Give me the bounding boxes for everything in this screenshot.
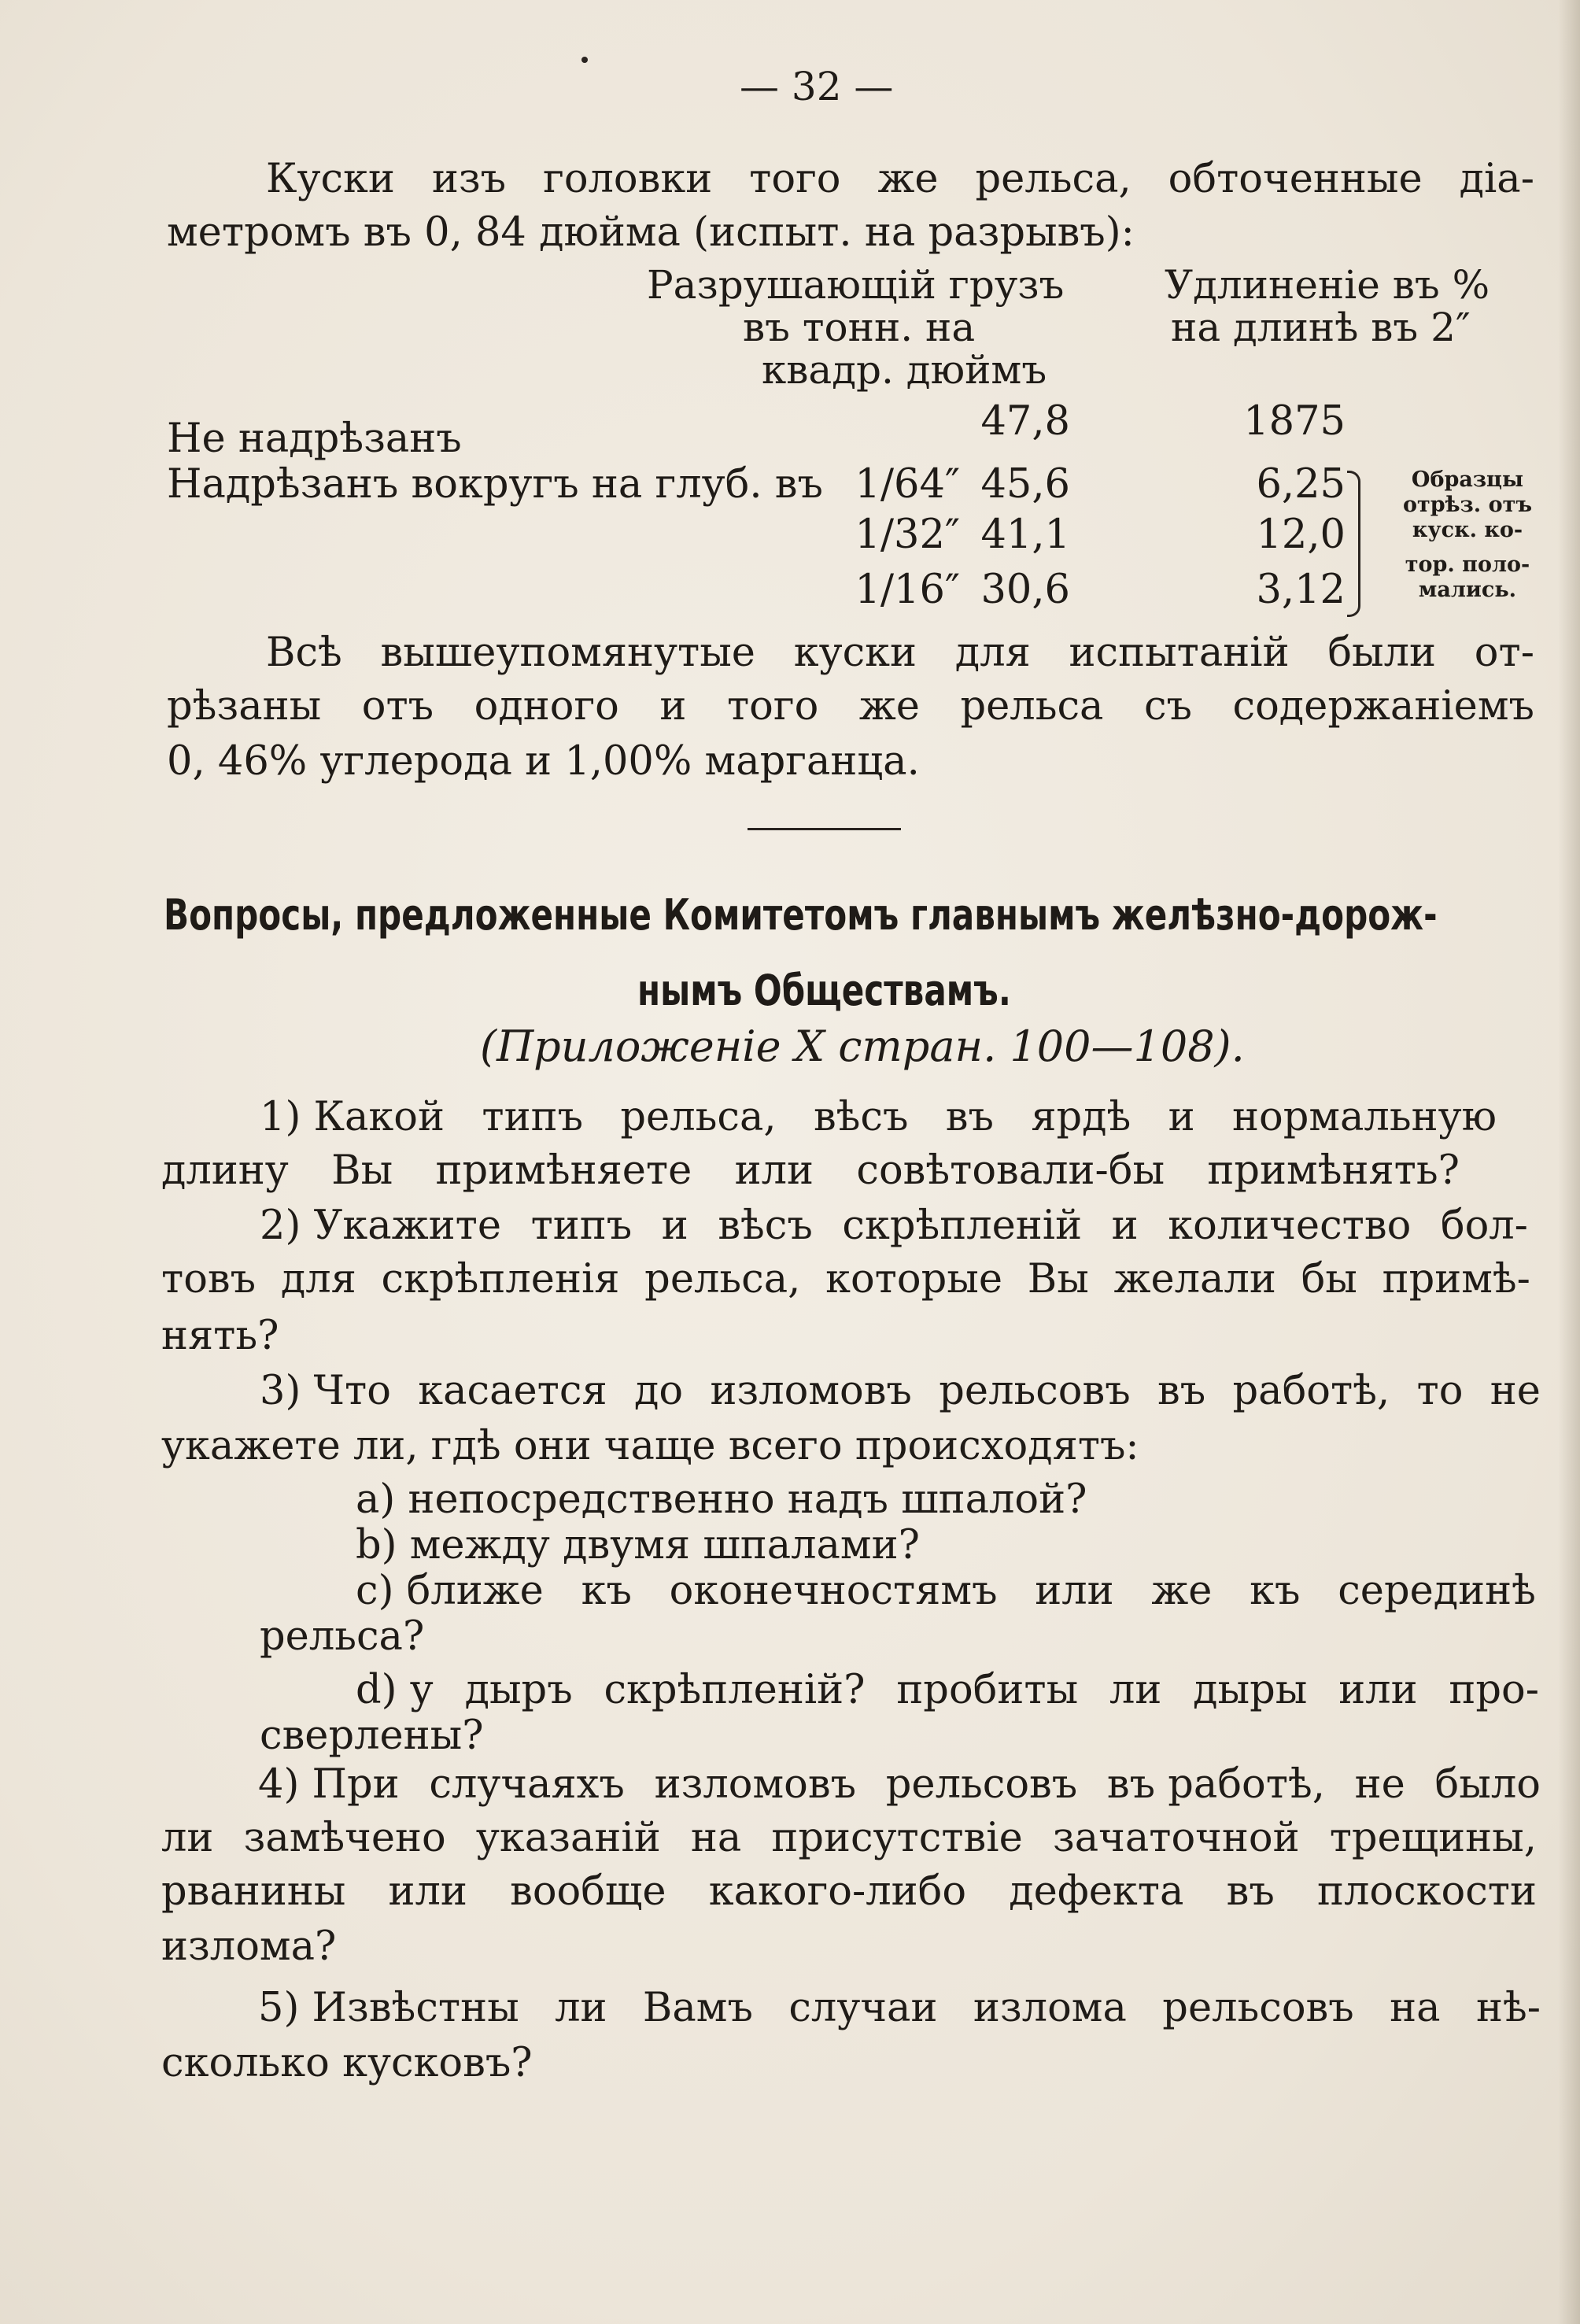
col2-header-2: на длинѣ въ 2″: [1171, 305, 1471, 350]
row-label: Надрѣзанъ вокругъ на глуб. въ: [167, 461, 823, 508]
notch-depth: 1/16″: [855, 567, 960, 613]
notch-depth: 1/64″: [855, 461, 960, 508]
question-3-line-1: 3) Что касается до изломовъ рельсовъ въ работѣ, то не: [260, 1368, 1541, 1414]
question-5-line-1: 5) Извѣстны ли Вамъ случаи излома рельсовъ на нѣ-: [258, 1985, 1541, 2031]
sample-note-1: Образцы: [1411, 467, 1524, 492]
question-4-line-1: 4) При случаяхъ изломовъ рельсовъ въ работѣ, не было: [258, 1761, 1541, 1808]
sample-note-3: куск. ко-: [1412, 518, 1523, 542]
table-brace: [1347, 471, 1360, 617]
question-3-option-c-cont: рельса?: [260, 1613, 425, 1660]
load-value: 30,6: [980, 567, 1070, 613]
page-number: — 32 —: [740, 64, 894, 109]
question-3-option-d-cont: сверлены?: [260, 1713, 484, 1759]
elongation-value: 3,12: [1256, 567, 1346, 613]
section-title-line-2: нымъ Обществамъ.: [637, 966, 1011, 1015]
sample-note-4: тор. поло-: [1405, 552, 1530, 577]
col1-header-3: квадр. дюймъ: [762, 347, 1047, 393]
after-table-line-3: 0, 46% углерода и 1,00% марганца.: [167, 738, 920, 785]
page-edge-shadow: [1558, 0, 1580, 2324]
notch-depth: 1/32″: [855, 512, 960, 558]
intro-line-1: Куски изъ головки того же рельса, обточенные діа-: [266, 156, 1534, 202]
after-table-line-2: рѣзаны отъ одного и того же рельса съ содержаніемъ: [167, 683, 1534, 730]
intro-line-2: метромъ въ 0, 84 дюйма (испыт. на разрывъ):: [167, 209, 1135, 256]
question-2-line-2: товъ для скрѣпленія рельса, которые Вы желали бы примѣ-: [161, 1256, 1530, 1302]
question-1-line-1: 1) Какой типъ рельса, вѣсъ въ ярдѣ и нормальную: [260, 1094, 1497, 1140]
section-title-line-1: Вопросы, предложенные Комитетомъ главнымъ желѣзно-дорож-: [164, 890, 1438, 940]
question-4-line-4: излома?: [161, 1923, 337, 1970]
question-3-option-b: b) между двумя шпалами?: [356, 1522, 920, 1568]
sample-note-5: мались.: [1418, 578, 1517, 602]
question-2-line-1: 2) Укажите типъ и вѣсъ скрѣпленій и количество бол-: [260, 1203, 1528, 1249]
elongation-value: 12,0: [1256, 512, 1346, 558]
question-4-line-2: ли замѣчено указаній на присутствіе зачаточной трещины,: [161, 1815, 1537, 1861]
after-table-line-1: Всѣ вышеупомянутые куски для испытаній были от-: [266, 630, 1534, 676]
question-3-line-2: укажете ли, гдѣ они чаще всего происходятъ:: [161, 1423, 1139, 1469]
load-value: 47,8: [980, 398, 1070, 445]
load-value: 45,6: [980, 461, 1070, 508]
question-5-line-2: сколько кусковъ?: [161, 2040, 533, 2086]
sample-note-2: отрѣз. отъ: [1402, 493, 1533, 517]
section-divider: [748, 828, 901, 830]
elongation-value: 1875: [1243, 398, 1346, 445]
col1-header-1: Разрушающій грузъ: [647, 262, 1065, 308]
col2-header-1: Удлиненіе въ %: [1165, 262, 1490, 308]
appendix-reference: (Приложеніе X стран. 100—108).: [480, 1022, 1245, 1071]
row-label: Не надрѣзанъ: [167, 416, 462, 462]
question-2-line-3: нять?: [161, 1313, 279, 1359]
load-value: 41,1: [980, 512, 1070, 558]
question-3-option-d: d) у дыръ скрѣпленій? пробиты ли дыры или про-: [356, 1667, 1539, 1713]
question-3-option-a: a) непосредственно надъ шпалой?: [356, 1476, 1087, 1523]
elongation-value: 6,25: [1256, 461, 1346, 508]
ink-speck: [581, 57, 588, 63]
question-4-line-3: рванины или вообще какого-либо дефекта въ плоскости: [161, 1868, 1537, 1915]
question-3-option-c: c) ближе къ оконечностямъ или же къ серединѣ: [356, 1568, 1536, 1614]
col1-header-2: въ тонн. на: [743, 305, 976, 350]
question-1-line-2: длину Вы примѣняете или совѣтовали-бы примѣнять?: [161, 1147, 1460, 1194]
